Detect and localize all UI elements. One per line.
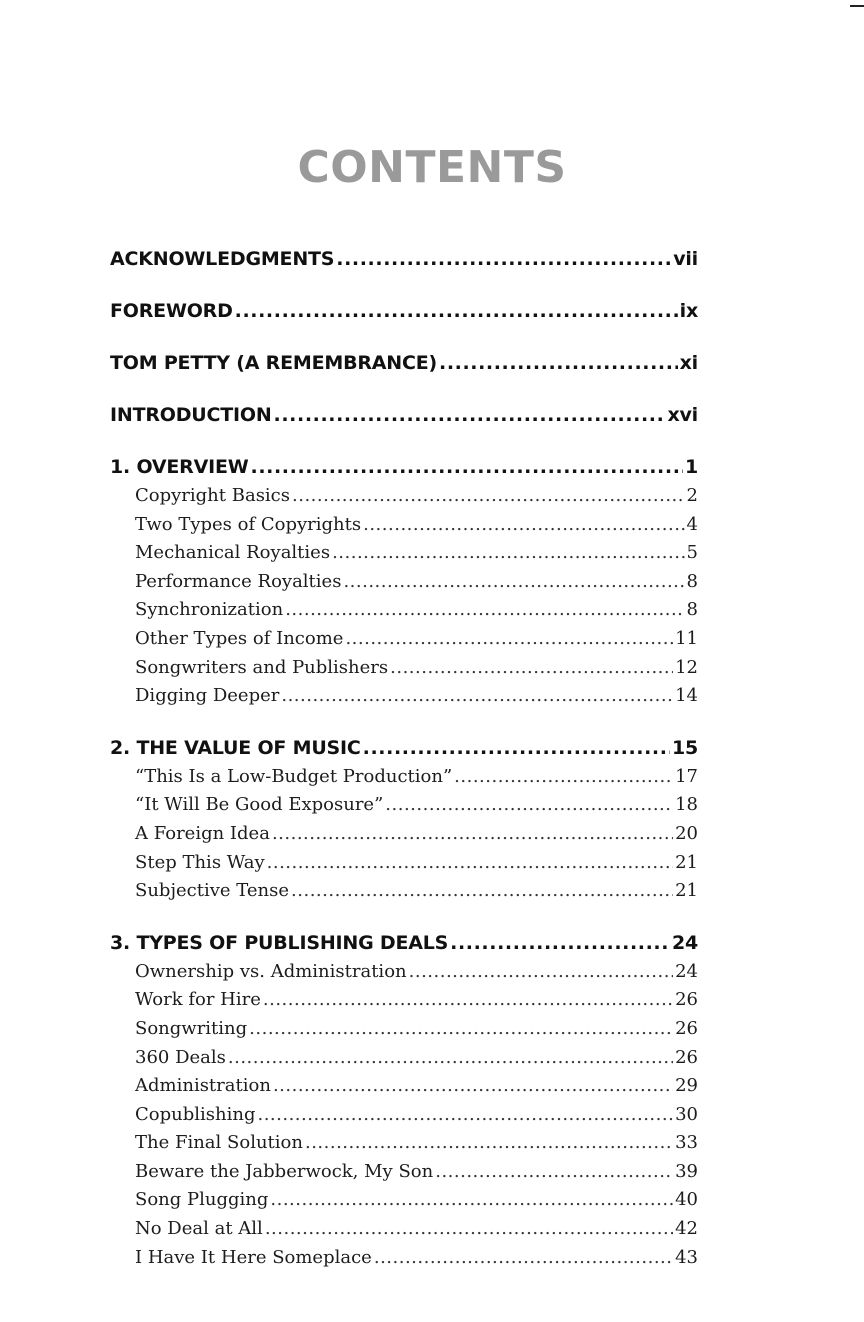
dot-leader (450, 928, 670, 958)
toc-entry-label: ACKNOWLEDGMENTS (110, 244, 334, 274)
dot-leader (363, 511, 684, 540)
toc-entry-page: 15 (672, 733, 698, 763)
toc-section-label: “It Will Be Good Exposure” (135, 791, 383, 820)
toc-section-page: 40 (675, 1186, 698, 1215)
table-of-contents (110, 244, 698, 1294)
toc-section[interactable] (110, 1215, 698, 1244)
toc-section[interactable] (110, 1015, 698, 1044)
toc-section-label: Copublishing (135, 1101, 255, 1130)
toc-section-label: Synchronization (135, 596, 283, 625)
toc-section-label: Mechanical Royalties (135, 539, 330, 568)
toc-entry-page: 1 (685, 452, 698, 482)
toc-section-page: 21 (675, 877, 698, 906)
toc-front-foreword[interactable] (110, 296, 698, 326)
dot-leader (285, 596, 684, 625)
toc-chapter-heading[interactable] (110, 452, 698, 482)
toc-front-introduction[interactable] (110, 400, 698, 430)
toc-entry-label: 1. OVERVIEW (110, 452, 249, 482)
toc-section-label: Songwriting (135, 1015, 247, 1044)
dot-leader (363, 733, 670, 763)
toc-section-page: 26 (675, 986, 698, 1015)
dot-leader (409, 958, 673, 987)
toc-section-page: 42 (675, 1215, 698, 1244)
page-title: CONTENTS (297, 142, 567, 193)
toc-section-label: Digging Deeper (135, 682, 279, 711)
dot-leader (435, 1158, 673, 1187)
toc-section-label: No Deal at All (135, 1215, 263, 1244)
toc-section-label: Step This Way (135, 849, 265, 878)
dot-leader (374, 1244, 673, 1273)
toc-section-page: 43 (675, 1244, 698, 1273)
toc-section[interactable] (110, 511, 698, 540)
toc-section[interactable] (110, 682, 698, 711)
dot-leader (454, 763, 673, 792)
toc-section[interactable] (110, 1101, 698, 1130)
toc-section[interactable] (110, 1072, 698, 1101)
dot-leader (281, 682, 673, 711)
toc-chapter-heading[interactable] (110, 928, 698, 958)
toc-section-page: 8 (687, 568, 698, 597)
dot-leader (249, 1015, 673, 1044)
toc-entry-page: vii (673, 244, 698, 274)
toc-entry-page: ix (680, 296, 698, 326)
toc-section-page: 11 (675, 625, 698, 654)
dot-leader (385, 791, 673, 820)
dot-leader (345, 625, 673, 654)
dot-leader (228, 1044, 673, 1073)
dot-leader (332, 539, 684, 568)
toc-section-page: 17 (675, 763, 698, 792)
toc-section-label: Songwriters and Publishers (135, 654, 388, 683)
toc-entry-label: 2. THE VALUE OF MUSIC (110, 733, 361, 763)
crop-mark (850, 5, 864, 7)
toc-section-label: The Final Solution (135, 1129, 303, 1158)
toc-section[interactable] (110, 654, 698, 683)
toc-section-label: Performance Royalties (135, 568, 341, 597)
toc-entry-label: 3. TYPES OF PUBLISHING DEALS (110, 928, 448, 958)
dot-leader (291, 877, 673, 906)
dot-leader (336, 244, 671, 274)
toc-section-label: A Foreign Idea (135, 820, 270, 849)
toc-section[interactable] (110, 539, 698, 568)
dot-leader (267, 849, 673, 878)
dot-leader (273, 1072, 673, 1101)
toc-chapter-1 (110, 452, 698, 711)
toc-section-page: 5 (687, 539, 698, 568)
toc-section-label: “This Is a Low-Budget Production” (135, 763, 452, 792)
toc-section-page: 2 (687, 482, 698, 511)
dot-leader (292, 482, 685, 511)
dot-leader (343, 568, 684, 597)
toc-section-page: 14 (675, 682, 698, 711)
toc-front-acknowledgments[interactable] (110, 244, 698, 274)
toc-section[interactable] (110, 958, 698, 987)
toc-chapter-heading[interactable] (110, 733, 698, 763)
toc-section[interactable] (110, 1129, 698, 1158)
toc-section[interactable] (110, 763, 698, 792)
toc-section-page: 39 (675, 1158, 698, 1187)
toc-section-page: 21 (675, 849, 698, 878)
dot-leader (272, 820, 673, 849)
toc-section[interactable] (110, 1044, 698, 1073)
toc-section-label: Other Types of Income (135, 625, 343, 654)
toc-entry-label: FOREWORD (110, 296, 233, 326)
dot-leader (274, 400, 666, 430)
dot-leader (305, 1129, 673, 1158)
toc-section-page: 12 (675, 654, 698, 683)
toc-section[interactable] (110, 986, 698, 1015)
toc-section[interactable] (110, 820, 698, 849)
toc-section-page: 24 (675, 958, 698, 987)
toc-section[interactable] (110, 596, 698, 625)
toc-section[interactable] (110, 1244, 698, 1273)
toc-section[interactable] (110, 568, 698, 597)
toc-section-label: Copyright Basics (135, 482, 290, 511)
dot-leader (265, 1215, 673, 1244)
toc-section-label: Beware the Jabberwock, My Son (135, 1158, 433, 1187)
dot-leader (257, 1101, 673, 1130)
toc-section[interactable] (110, 1186, 698, 1215)
toc-section-page: 26 (675, 1015, 698, 1044)
toc-entry-page: 24 (672, 928, 698, 958)
toc-section-page: 33 (675, 1129, 698, 1158)
dot-leader (439, 348, 678, 378)
dot-leader (235, 296, 678, 326)
toc-section-label: Two Types of Copyrights (135, 511, 361, 540)
toc-chapter-2 (110, 733, 698, 906)
toc-entry-page: xvi (667, 400, 698, 430)
dot-leader (270, 1186, 673, 1215)
toc-section[interactable] (110, 625, 698, 654)
toc-section-page: 29 (675, 1072, 698, 1101)
toc-entry-label: INTRODUCTION (110, 400, 272, 430)
toc-entry-page: xi (680, 348, 698, 378)
toc-chapter-3 (110, 928, 698, 1273)
toc-entry-label: TOM PETTY (A REMEMBRANCE) (110, 348, 437, 378)
toc-section-label: Administration (135, 1072, 271, 1101)
toc-section[interactable] (110, 849, 698, 878)
dot-leader (251, 452, 683, 482)
dot-leader (390, 654, 673, 683)
toc-section-page: 26 (675, 1044, 698, 1073)
toc-section-page: 4 (687, 511, 698, 540)
toc-section-page: 30 (675, 1101, 698, 1130)
toc-section-label: Work for Hire (135, 986, 261, 1015)
toc-section[interactable] (110, 877, 698, 906)
toc-section-label: Subjective Tense (135, 877, 289, 906)
toc-section-label: Song Plugging (135, 1186, 268, 1215)
dot-leader (263, 986, 673, 1015)
toc-section-page: 20 (675, 820, 698, 849)
toc-section-page: 8 (687, 596, 698, 625)
toc-front-tom-petty[interactable] (110, 348, 698, 378)
toc-section-label: I Have It Here Someplace (135, 1244, 372, 1273)
toc-section[interactable] (110, 482, 698, 511)
toc-section-label: Ownership vs. Administration (135, 958, 407, 987)
toc-section[interactable] (110, 1158, 698, 1187)
toc-section[interactable] (110, 791, 698, 820)
toc-section-label: 360 Deals (135, 1044, 226, 1073)
toc-section-page: 18 (675, 791, 698, 820)
